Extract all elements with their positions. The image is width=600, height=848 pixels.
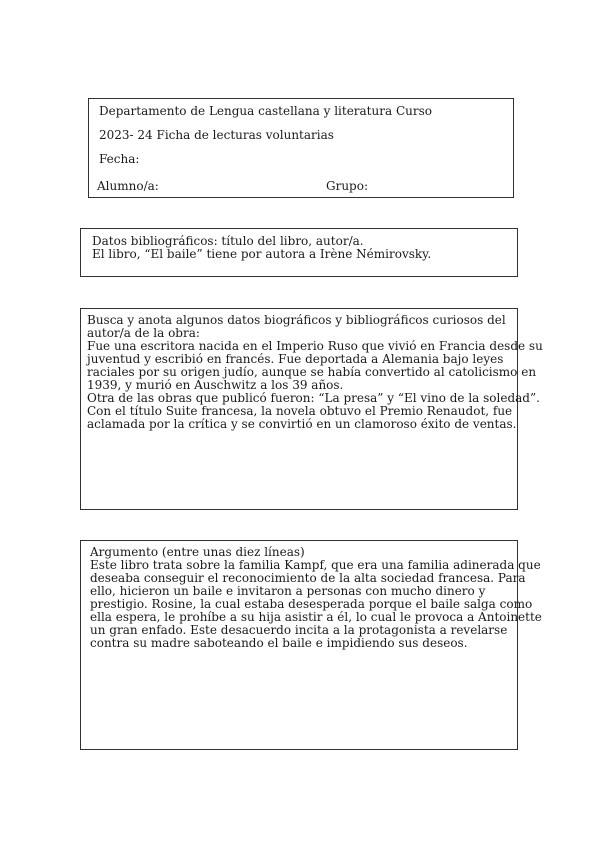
plot-content (90, 546, 542, 650)
plot-line: ello, hicieron un baile e invitaron a personas con mucho dinero y (90, 584, 486, 598)
biography-line: 1939, y murió en Auschwitz a los 39 años. (87, 378, 344, 392)
plot-line: deseaba conseguir el reconocimiento de la alta sociedad francesa. Para (90, 571, 526, 585)
alumno-label: Alumno/a: (97, 179, 159, 193)
plot-line: ella espera, le prohíbe a su hija asistir a él, lo cual le provoca a Antoinette (90, 610, 542, 624)
biography-box (80, 308, 543, 510)
biography-line: Busca y anota algunos datos biográficos y bibliográficos curiosos del (87, 313, 506, 327)
biography-line: Otra de las obras que publicó fueron: “La presa” y “El vino de la soledad”. (87, 391, 540, 405)
plot-heading: Argumento (entre unas diez líneas) (90, 545, 305, 559)
plot-line: Este libro trata sobre la familia Kampf, que era una familia adinerada que (90, 558, 541, 572)
plot-line: contra su madre saboteando el baile e impidiendo sus deseos. (90, 636, 468, 650)
header-box (88, 98, 514, 198)
biography-line: raciales por su origen judío, aunque se había convertido al catolicismo en (87, 365, 537, 379)
biography-line: Fue una escritora nacida en el Imperio Ruso que vivió en Francia desde su (87, 339, 543, 353)
biography-line: autor/a de la obra: (87, 326, 200, 340)
bibliographic-content (92, 235, 431, 261)
course-line: 2023- 24 Ficha de lecturas voluntarias (99, 128, 334, 142)
department-line: Departamento de Lengua castellana y literatura Curso (99, 104, 432, 118)
bibliographic-box (80, 228, 518, 277)
biography-line: Con el título Suite francesa, la novela obtuvo el Premio Renaudot, fue (87, 404, 513, 418)
plot-line: prestigio. Rosine, la cual estaba desesperada porque el baile salga como (90, 597, 533, 611)
bibliographic-prompt: Datos bibliográficos: título del libro, autor/a. (92, 234, 364, 248)
bibliographic-answer: El libro, “El baile” tiene por autora a Irène Némirovsky. (92, 247, 432, 261)
biography-line: juventud y escribió en francés. Fue deportada a Alemania bajo leyes (87, 352, 504, 366)
grupo-label: Grupo: (326, 179, 368, 193)
biography-content (87, 314, 543, 431)
fecha-label: Fecha: (99, 152, 140, 166)
plot-line: un gran enfado. Este desacuerdo incita a la protagonista a revelarse (90, 623, 508, 637)
plot-box (80, 540, 542, 750)
biography-line: aclamada por la crítica y se convirtió en un clamoroso éxito de ventas. (87, 417, 517, 431)
